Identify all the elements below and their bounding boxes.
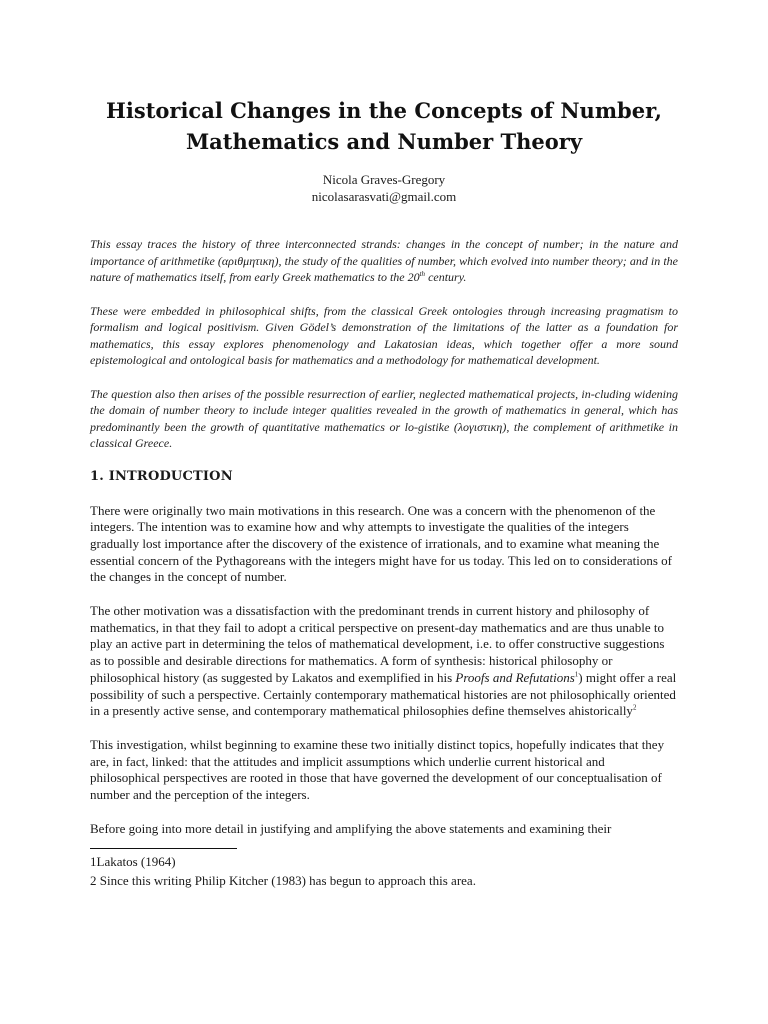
abstract [90,236,678,452]
body-paragraph-2 [90,603,678,720]
footnote-2: 2 Since this writing Philip Kitcher (1983) has begun to approach this area. [90,873,476,889]
author-email: nicolasarasvati@gmail.com [311,189,457,204]
title-line-2: Mathematics and Number Theory [185,129,583,154]
footnote-divider [90,848,237,849]
abstract-p1-tail: century. [425,270,467,284]
footnotes [90,852,678,890]
body-p2-continued: ) might offer a real possibility of such a perspective. Certainly contemporary mathematical histories are not philosophically oriented in a presently active sense, and contemporary mathematical philosophies define themselves ahistorically [90,669,677,719]
footnote-1: 1Lakatos (1964) [90,854,176,870]
abstract-paragraph-2: These were embedded in philosophical shifts, from the classical Greek ontologies through increasing pragmatism to formalism and logical positivism. Given Gödel’s demonstration of the limitations of the latter as a foundation for mathematics, this essay explores phenomenology and Lakatosian ideas, which together offer a more sound epistemological and ontological basis for mathematics and a methodology for mathematical development. [90,303,678,367]
section-heading: 1. INTRODUCTION [90,468,233,484]
body-p2-text: The other motivation was a dissatisfaction with the predominant trends in current history and philosophy of mathematics, in that they fail to adopt a critical perspective on present-day mathematics and are thus unable to play an active part in determining the telos of mathematical development, i.e. to offer constructive suggestions as to possible and desirable directions for mathematics. A form of synthesis: historical philosophy or philosophical history (as suggested by Lakatos and exemplified in his [90,603,665,685]
body-paragraph-4: Before going into more detail in justifying and amplifying the above statements and examining their [90,820,612,836]
abstract-p1-superscript: th [419,270,426,278]
title-line-1: Historical Changes in the Concepts of Number, [106,98,662,123]
footnote-ref-1: 1 [574,670,579,679]
body-paragraph-1: There were originally two main motivations in this research. One was a concern with the phenomenon of the integers. The intention was to examine how and why attempts to investigate the qualities of the integers gradually lost importance after the discovery of the existence of irrationals, and to examine what meaning the essential concern of the Pythagoreans with the integers might have for us today. This led on to considerations of the changes in the concept of number. [90,502,672,585]
abstract-paragraph-3: The question also then arises of the possible resurrection of earlier, neglected mathematical projects, in-cluding widening the domain of number theory to include integer qualities revealed in the growth of mathematics in general, which has predominantly been the growth of quantitative mathematics or lo-gistike (λογιστικη), the complement of arithmetike in classical Greece. [90,386,678,450]
body-paragraph-3: This investigation, whilst beginning to examine these two initially distinct topics, hopefully indicates that they are, in fact, linked: that the attitudes and implicit assumptions which underlie current historical and philosophical perspectives are rooted in those that have governed the development of our conceptualisation of number and the perception of the integers. [90,736,665,803]
book-title: Proofs and Refutations [455,669,575,685]
abstract-paragraph-1 [90,236,678,286]
author-name: Nicola Graves-Gregory [322,172,446,187]
body-text [90,503,678,838]
abstract-p1-text: This essay traces the history of three interconnected strands: changes in the concept of number; in the nature and importance of arithmetike (αριθμητικη), the study of the qualities of number, which evolved into number theory; and in the nature of mathematics itself, from early Greek mathematics to the 20 [90,237,678,284]
paper-title [90,0,678,157]
footnote-ref-2: 2 [632,703,637,712]
